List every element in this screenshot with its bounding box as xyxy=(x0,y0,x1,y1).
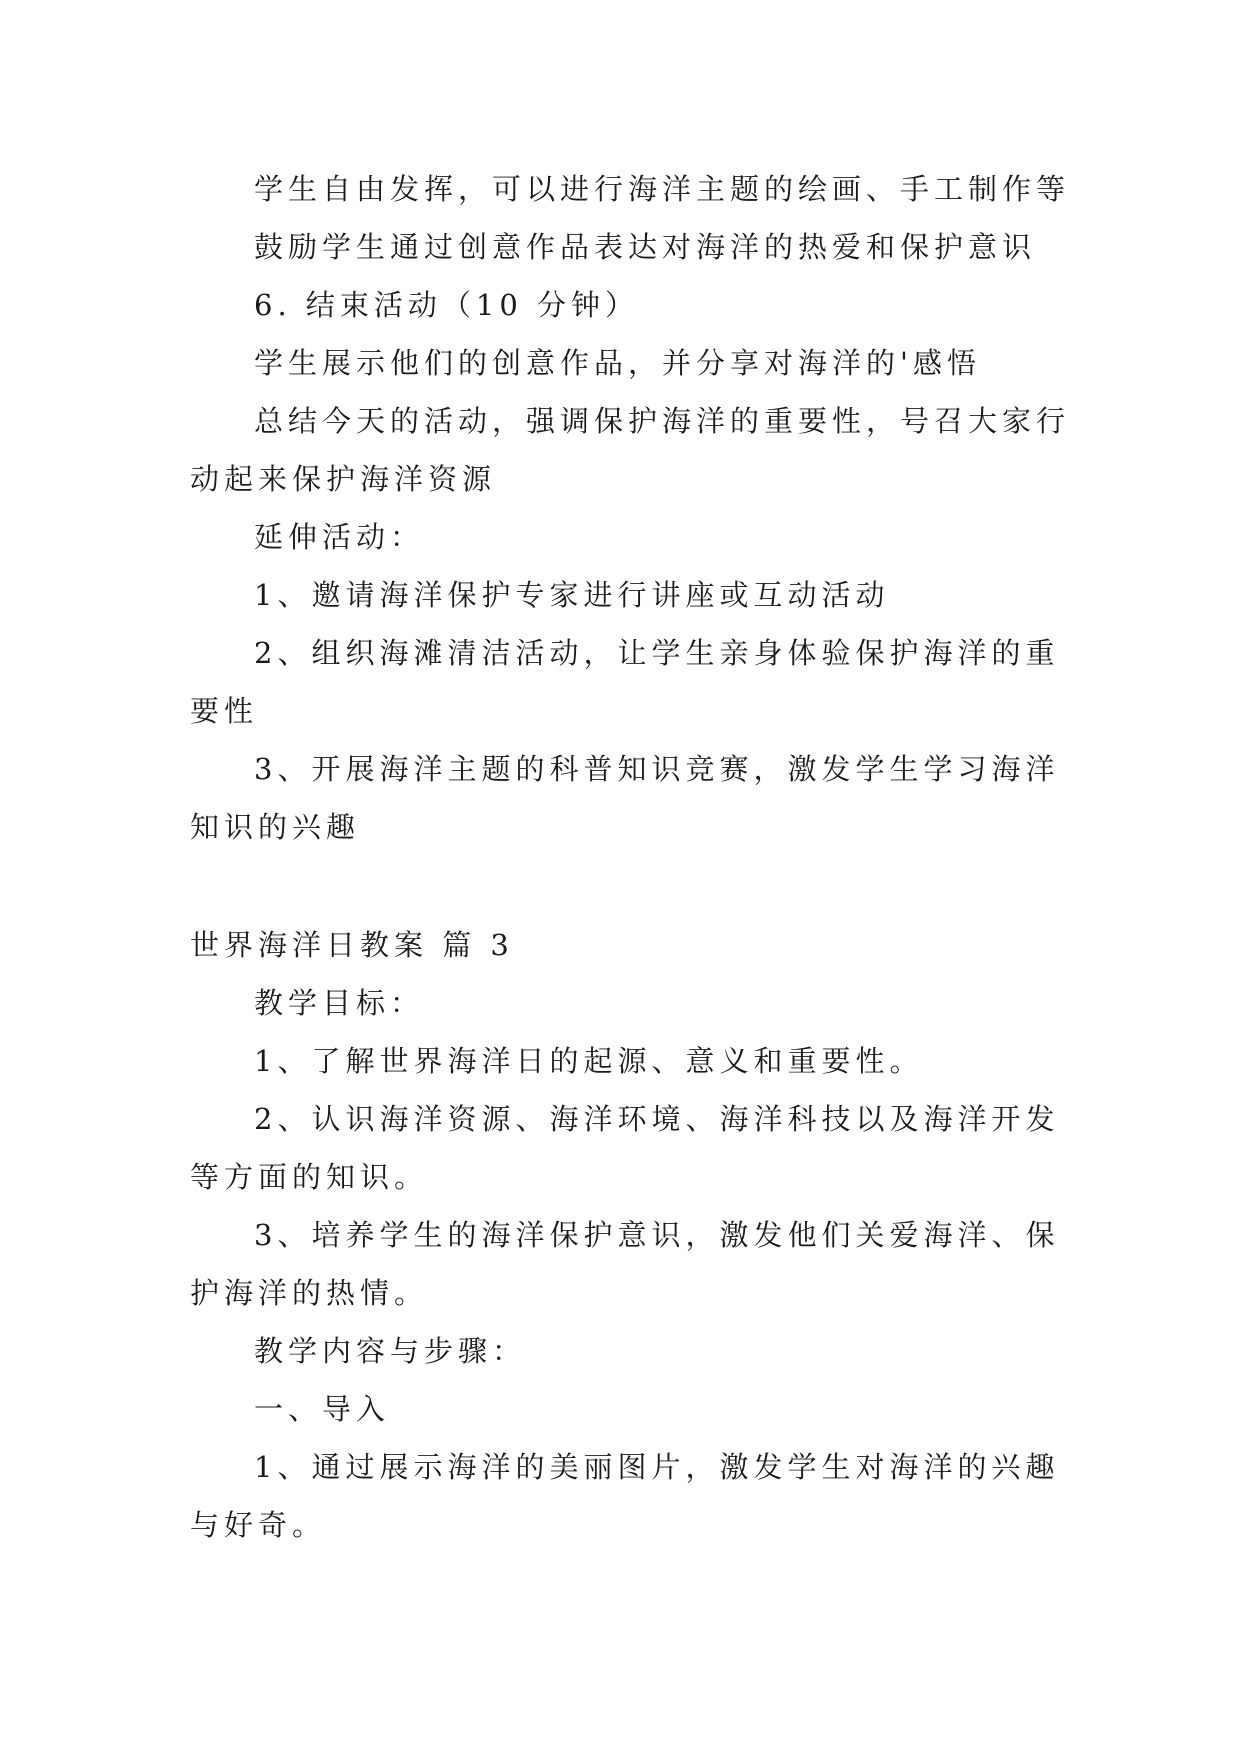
paragraph-line: 学生自由发挥，可以进行海洋主题的绘画、手工制作等 xyxy=(254,172,1071,206)
list-heading: 6. 结束活动（10 分钟） xyxy=(254,288,640,322)
list-item: 1、了解世界海洋日的起源、意义和重要性。 xyxy=(254,1044,924,1078)
paragraph-continuation: 要性 xyxy=(190,694,259,728)
paragraph-line: 鼓励学生通过创意作品表达对海洋的热爱和保护意识 xyxy=(254,230,1037,264)
list-item: 3、开展海洋主题的科普知识竞赛，激发学生学习海洋 xyxy=(254,752,1060,786)
subheading: 教学内容与步骤： xyxy=(254,1334,527,1368)
paragraph-line: 总结今天的活动，强调保护海洋的重要性，号召大家行 xyxy=(254,404,1071,438)
section-title: 世界海洋日教案 篇 3 xyxy=(190,928,514,962)
list-item: 2、组织海滩清洁活动，让学生亲身体验保护海洋的重 xyxy=(254,636,1060,670)
document-body xyxy=(190,160,1071,1554)
list-item: 2、认识海洋资源、海洋环境、海洋科技以及海洋开发 xyxy=(254,1102,1060,1136)
subheading: 一、导入 xyxy=(254,1392,391,1426)
subheading: 延伸活动： xyxy=(254,520,425,554)
paragraph-line: 学生展示他们的创意作品，并分享对海洋的'感悟 xyxy=(254,346,981,380)
paragraph-continuation: 与好奇。 xyxy=(190,1508,327,1542)
list-item: 1、邀请海洋保护专家进行讲座或互动活动 xyxy=(254,578,890,612)
list-item: 3、培养学生的海洋保护意识，激发他们关爱海洋、保 xyxy=(254,1218,1060,1252)
paragraph-continuation: 知识的兴趣 xyxy=(190,810,361,844)
list-item: 1、通过展示海洋的美丽图片，激发学生对海洋的兴趣 xyxy=(254,1450,1060,1484)
paragraph-continuation: 等方面的知识。 xyxy=(190,1160,429,1194)
section-spacer xyxy=(190,856,1050,916)
paragraph-continuation: 护海洋的热情。 xyxy=(190,1276,429,1310)
subheading: 教学目标： xyxy=(254,986,425,1020)
paragraph-continuation: 动起来保护海洋资源 xyxy=(190,462,497,496)
